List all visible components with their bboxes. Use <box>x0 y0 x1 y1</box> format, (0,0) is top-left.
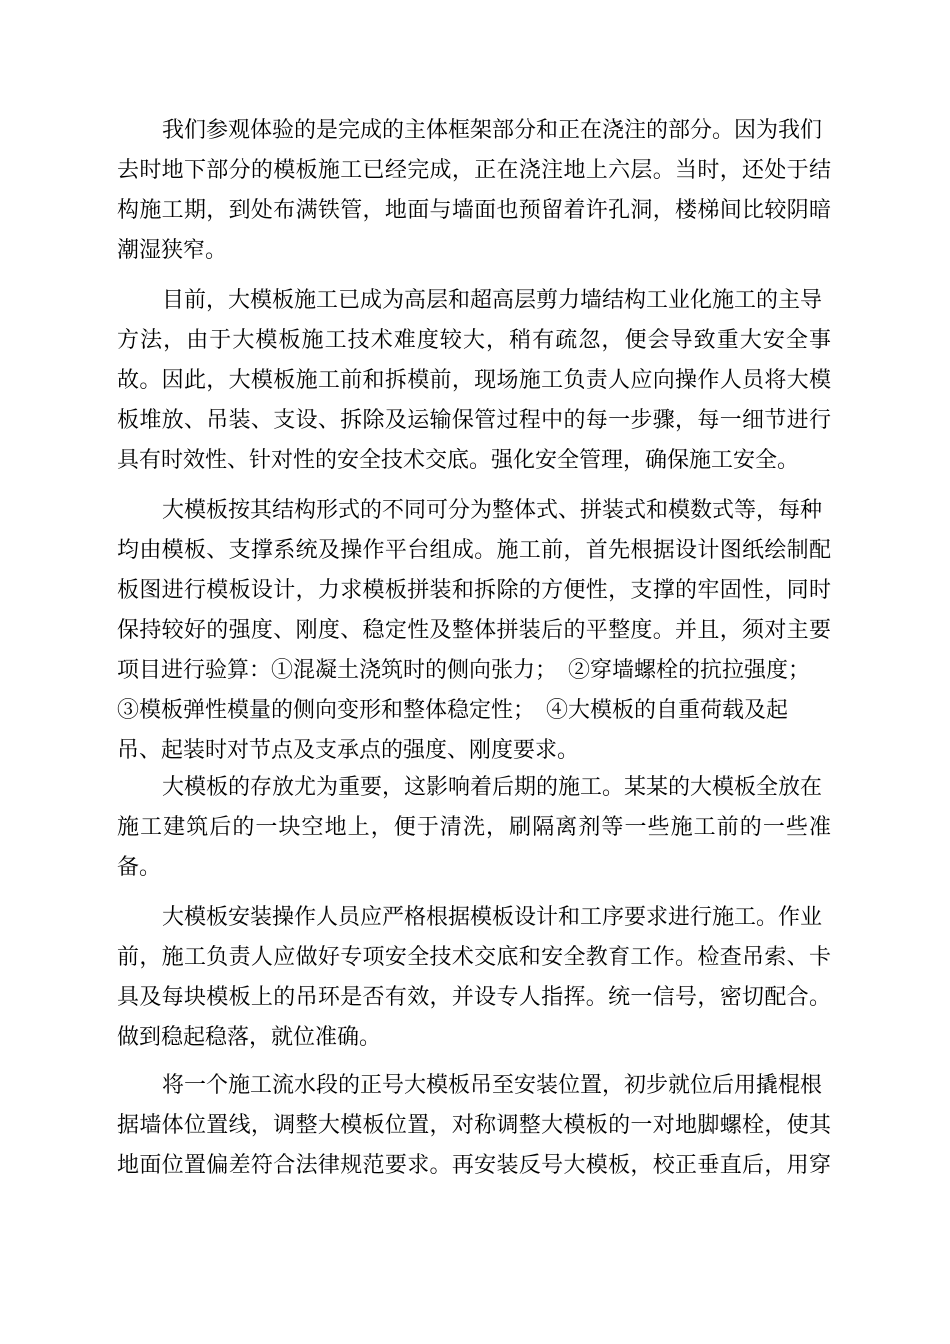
text-line: 板堆放、吊装、支设、拆除及运输保管过程中的每一步骤，每一细节进行 <box>117 408 831 433</box>
paragraph-visit-experience <box>117 111 831 271</box>
text-line: 地面位置偏差符合法律规范要求。再安装反号大模板，校正垂直后，用穿 <box>117 1153 831 1178</box>
text-line: 项目进行验算：①混凝土浇筑时的侧向张力； ②穿墙螺栓的抗拉强度； <box>117 658 811 683</box>
text-line: 具及每块模板上的吊环是否有效，并设专人指挥。统一信号，密切配合。 <box>117 985 831 1010</box>
text-line: 故。因此，大模板施工前和拆模前，现场施工负责人应向操作人员将大模 <box>117 368 831 393</box>
text-line: 大模板安装操作人员应严格根据模板设计和工序要求进行施工。作业 <box>162 905 823 930</box>
text-line: 潮湿狭窄。 <box>117 238 228 263</box>
paragraph-installation-procedure <box>117 1066 831 1186</box>
text-line: 目前，大模板施工已成为高层和超高层剪力墙结构工业化施工的主导 <box>162 288 823 313</box>
paragraph-installation-operators <box>117 898 831 1058</box>
text-line: 方法，由于大模板施工技术难度较大，稍有疏忽，便会导致重大安全事 <box>117 328 831 353</box>
text-line: 均由模板、支撑系统及操作平台组成。施工前，首先根据设计图纸绘制配 <box>117 538 831 563</box>
text-line: 构施工期，到处布满铁管，地面与墙面也预留着许孔洞，楼梯间比较阴暗 <box>117 198 831 223</box>
text-line: 前，施工负责人应做好专项安全技术交底和安全教育工作。检查吊索、卡 <box>117 945 831 970</box>
text-line: ③模板弹性模量的侧向变形和整体稳定性； ④大模板的自重荷载及起 <box>117 698 789 723</box>
text-line: 保持较好的强度、刚度、稳定性及整体拼装后的平整度。并且，须对主要 <box>117 618 831 643</box>
text-line: 将一个施工流水段的正号大模板吊至安装位置，初步就位后用撬棍根 <box>162 1073 823 1098</box>
text-line: 据墙体位置线，调整大模板位置，对称调整大模板的一对地脚螺栓，使其 <box>117 1113 831 1138</box>
text-line: 我们参观体验的是完成的主体框架部分和正在浇注的部分。因为我们 <box>162 118 823 143</box>
text-line: 大模板按其结构形式的不同可分为整体式、拼装式和模数式等，每种 <box>162 498 823 523</box>
text-line: 吊、起装时对节点及支承点的强度、刚度要求。 <box>117 738 580 763</box>
text-line: 大模板的存放尤为重要，这影响着后期的施工。某某的大模板全放在 <box>162 775 823 800</box>
paragraph-formwork-storage <box>117 768 831 888</box>
text-line: 去时地下部分的模板施工已经完成，正在浇注地上六层。当时，还处于结 <box>117 158 831 183</box>
text-line: 做到稳起稳落，就位准确。 <box>117 1025 382 1050</box>
text-line: 具有时效性、针对性的安全技术交底。强化安全管理，确保施工安全。 <box>117 448 800 473</box>
text-line: 施工建筑后的一块空地上，便于清洗，刷隔离剂等一些施工前的一些准 <box>117 815 831 840</box>
paragraph-large-formwork-safety <box>117 281 831 481</box>
text-line: 板图进行模板设计，力求模板拼装和拆除的方便性，支撑的牢固性，同时 <box>117 578 831 603</box>
paragraph-formwork-types <box>117 491 831 771</box>
text-line: 备。 <box>117 855 162 880</box>
